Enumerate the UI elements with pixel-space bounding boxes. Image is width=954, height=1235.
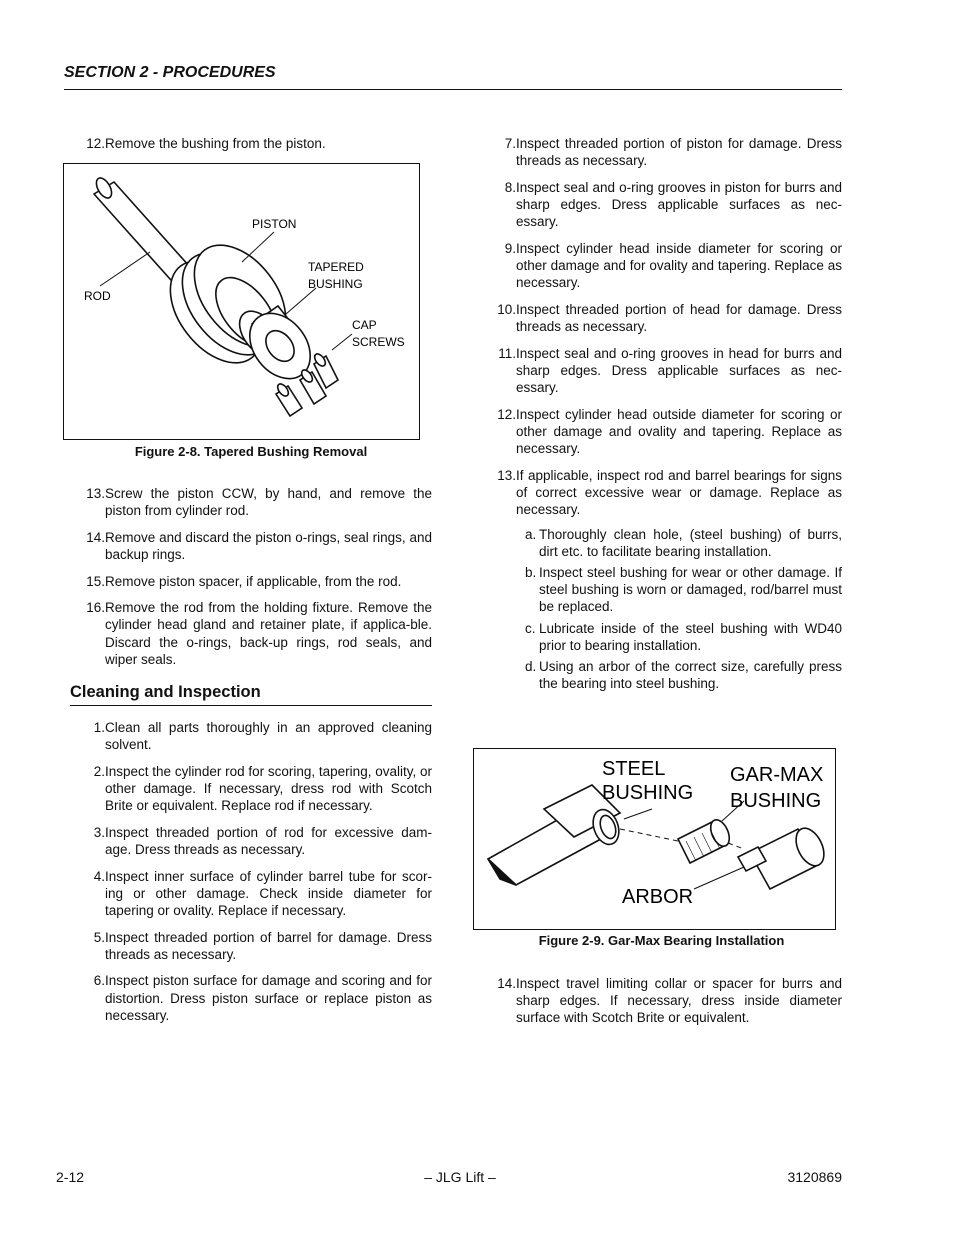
tapered-bushing-illustration xyxy=(64,164,418,438)
substep-text: Inspect steel bushing for wear or other damage. If steel bushing is worn or damaged, rod/barrel must be replaced. xyxy=(539,565,842,615)
list-item xyxy=(70,485,432,519)
right-column xyxy=(481,135,842,1026)
step-number-text: 13. xyxy=(86,486,105,501)
step-number xyxy=(70,599,105,668)
substep-letter-text: a. xyxy=(525,526,537,542)
label-arbor: ARBOR xyxy=(622,886,694,908)
label-rod: ROD xyxy=(84,289,111,303)
step-number xyxy=(70,763,105,815)
doc-number: 3120869 xyxy=(787,1169,842,1185)
step-number xyxy=(70,485,105,519)
step-text: Inspect piston surface for damage and scoring and for distortion. Dress piston surface or replace piston as necessary. xyxy=(105,973,432,1023)
step-text: Inspect inner surface of cylinder barrel tube for scor-ing or other damage. Check inside diameter for tapering or ovality. Replace if necessary. xyxy=(105,868,432,918)
step-text: Inspect travel limiting collar or spacer for burrs and sharp edges. If necessary, dress inside diameter surface with Scotch Brite or equivalent. xyxy=(516,976,842,1026)
step-number xyxy=(481,240,516,292)
substep-letter-text: c. xyxy=(525,620,536,636)
list-item xyxy=(70,719,432,753)
list-item xyxy=(70,929,432,963)
list-item xyxy=(481,240,842,292)
substep-letter xyxy=(481,658,539,692)
list-item xyxy=(481,345,842,397)
step-number xyxy=(481,406,516,458)
step-number-text: 1. xyxy=(93,720,105,735)
step-text: Remove the bushing from the piston. xyxy=(105,136,326,151)
figure-garmax xyxy=(473,748,836,930)
step-number-text: 15. xyxy=(86,573,105,589)
substep-letter xyxy=(481,526,539,560)
step-text: Clean all parts thoroughly in an approved cleaning solvent. xyxy=(105,720,432,753)
step-text: Inspect seal and o-ring grooves in head for burrs and sharp edges. Dress applicable surfaces as nec-essary. xyxy=(516,345,842,395)
label-garmax-bushing: BUSHING xyxy=(730,790,822,812)
list-item xyxy=(70,135,432,152)
step-text: Inspect seal and o-ring grooves in piston for burrs and sharp edges. Dress applicable surfaces as nec-essary. xyxy=(516,179,842,230)
step-list xyxy=(481,975,842,1036)
list-item xyxy=(481,135,842,169)
step-number-text: 4. xyxy=(93,868,105,884)
step-text: If applicable, inspect rod and barrel bearings for signs of correct excessive wear or damage. Replace as necessary. xyxy=(516,467,842,517)
step-text: Inspect threaded portion of barrel for damage. Dress threads as necessary. xyxy=(105,929,432,962)
list-item xyxy=(70,868,432,920)
step-text: Remove and discard the piston o-rings, seal rings, and backup rings. xyxy=(105,529,432,562)
figure-caption: Figure 2-8. Tapered Bushing Removal xyxy=(134,444,368,459)
list-item xyxy=(481,975,842,1027)
step-text: Inspect cylinder head inside diameter for scoring or other damage and for ovality and tapering. Replace as necessary. xyxy=(516,240,842,291)
step-text: Remove the rod from the holding fixture. Remove the cylinder head gland and retainer plate, if applica-ble. Discard the o-rings, back-up rings, rod seals, and wiper seals. xyxy=(105,600,432,667)
label-tapered: TAPERED xyxy=(308,260,364,274)
label-garmax: GAR-MAX xyxy=(730,764,824,786)
step-list xyxy=(70,135,432,152)
step-text: Inspect threaded portion of piston for damage. Dress threads as necessary. xyxy=(516,136,842,169)
step-number-text: 12. xyxy=(497,406,516,422)
step-number-text: 3. xyxy=(93,824,105,840)
list-item xyxy=(481,179,842,231)
header-rule xyxy=(64,89,842,90)
list-item xyxy=(70,972,432,1024)
left-column xyxy=(70,135,432,1023)
step-number-text: 6. xyxy=(93,973,105,989)
label-cap: CAP xyxy=(352,318,377,332)
step-number-text: 16. xyxy=(86,600,105,616)
step-number-text: 10. xyxy=(497,301,516,317)
substep-list xyxy=(481,526,842,693)
step-list xyxy=(70,719,432,1033)
step-text: Inspect cylinder head outside diameter for scoring or other damage and ovality and tapering. Replace as necessary. xyxy=(516,406,842,456)
label-screws: SCREWS xyxy=(352,335,405,349)
step-text: Screw the piston CCW, by hand, and remove the piston from cylinder rod. xyxy=(105,486,432,519)
list-item xyxy=(70,824,432,858)
section-title: SECTION 2 - PROCEDURES xyxy=(64,64,276,81)
list-item xyxy=(481,406,842,458)
label-bushing: BUSHING xyxy=(308,277,363,291)
step-number-text: 11. xyxy=(498,345,516,361)
substep-item xyxy=(481,658,842,692)
figure-caption: Figure 2-9. Gar-Max Bearing Installation xyxy=(538,933,785,948)
step-text: Inspect threaded portion of head for damage. Dress threads as necessary. xyxy=(516,301,842,334)
subheading-rule xyxy=(70,705,432,706)
substep-text: Lubricate inside of the steel bushing with WD40 prior to bearing installation. xyxy=(539,620,842,653)
step-text: Inspect threaded portion of rod for excessive dam-age. Dress threads as necessary. xyxy=(105,824,432,857)
substep-text: Thoroughly clean hole, (steel bushing) of burrs, dirt etc. to facilitate bearing installation. xyxy=(539,526,842,559)
list-item xyxy=(481,467,842,519)
label-steel: STEEL xyxy=(602,758,666,780)
substep-letter-text: d. xyxy=(525,659,537,675)
step-number-text: 5. xyxy=(93,929,105,945)
label-steel-bushing: BUSHING xyxy=(602,782,694,804)
list-item xyxy=(70,573,432,590)
step-number xyxy=(70,719,105,753)
list-item xyxy=(70,763,432,815)
step-number-text: 8. xyxy=(504,179,516,195)
step-list xyxy=(70,485,432,677)
substep-letter-text: b. xyxy=(525,565,537,580)
list-item xyxy=(70,529,432,563)
label-piston: PISTON xyxy=(252,217,297,231)
substep-item xyxy=(481,526,842,560)
step-number-text: 14. xyxy=(86,529,105,545)
step-number xyxy=(481,179,516,231)
step-number-text: 13. xyxy=(497,467,516,483)
substep-item xyxy=(481,620,842,654)
substep-item xyxy=(481,564,842,616)
step-number-text: 2. xyxy=(93,763,105,779)
step-number xyxy=(70,135,105,152)
step-number xyxy=(481,975,516,1027)
step-number-text: 9. xyxy=(504,240,516,256)
step-number xyxy=(481,301,516,335)
step-number-text: 7. xyxy=(504,136,516,151)
list-item xyxy=(70,599,432,668)
footer-center: – JLG Lift – xyxy=(424,1169,496,1185)
subheading-cleaning xyxy=(70,683,432,706)
substep-text: Using an arbor of the correct size, carefully press the bearing into steel bushing. xyxy=(539,659,842,692)
step-number xyxy=(481,345,516,397)
step-number xyxy=(70,868,105,920)
step-number xyxy=(70,929,105,963)
step-number xyxy=(70,529,105,563)
step-list xyxy=(481,135,842,518)
figure-tapered-bushing xyxy=(63,163,420,440)
step-number xyxy=(481,135,516,169)
step-number xyxy=(70,972,105,1024)
substep-letter xyxy=(481,620,539,654)
page-number: 2-12 xyxy=(56,1169,85,1185)
step-number xyxy=(481,467,516,519)
list-item xyxy=(481,301,842,335)
step-text: Remove piston spacer, if applicable, from the rod. xyxy=(105,573,402,589)
garmax-illustration xyxy=(474,749,834,928)
substep-letter xyxy=(481,564,539,616)
step-text: Inspect the cylinder rod for scoring, tapering, ovality, or other damage. If necessary, dress rod with Scotch Brite or equivalent. Replace rod if necessary. xyxy=(105,763,432,814)
step-number-text: 12. xyxy=(86,136,105,151)
step-number xyxy=(70,824,105,858)
subheading-text: Cleaning and Inspection xyxy=(70,683,261,701)
step-number xyxy=(70,573,105,590)
step-number-text: 14. xyxy=(497,976,516,991)
